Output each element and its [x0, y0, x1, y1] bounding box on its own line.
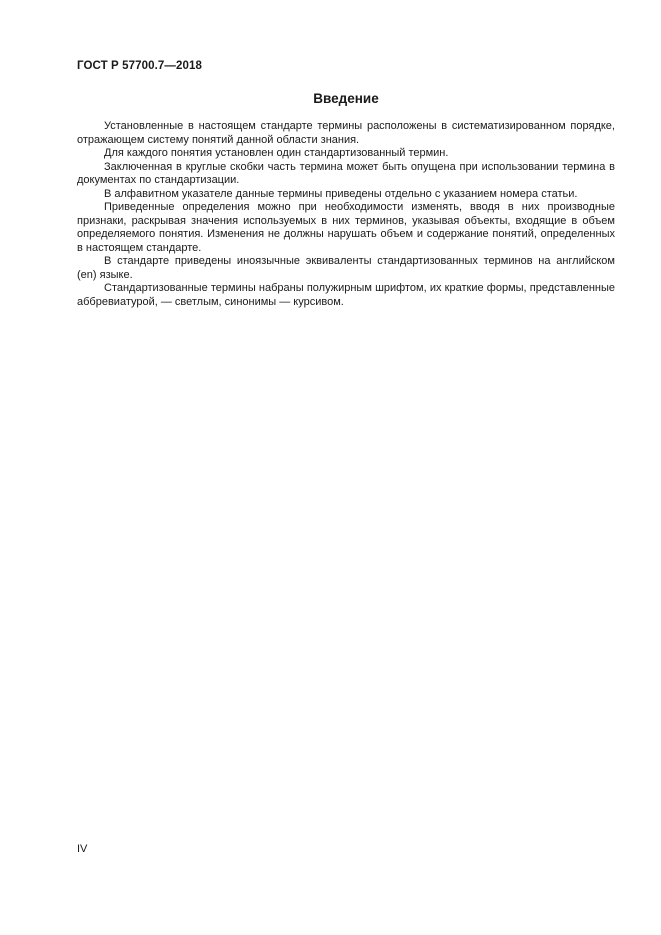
page-number: IV	[77, 843, 88, 855]
paragraph-3: Заключенная в круглые скобки часть термина может быть опущена при использовании термина в документах по стандартизации.	[77, 160, 615, 186]
paragraph-2: Для каждого понятия установлен один стандартизованный термин.	[104, 147, 449, 159]
paragraph-1: Установленные в настоящем стандарте термины расположены в систематизированном порядке, отражающем систему понятий данной области знания.	[77, 120, 615, 146]
body-text	[77, 120, 615, 309]
paragraph-6: В стандарте приведены иноязычные эквиваленты стандартизованных терминов на английском (en) языке.	[77, 255, 615, 281]
paragraph-7: Стандартизованные термины набраны полужирным шрифтом, их краткие формы, представленные аббревиатурой, — светлым, синонимы — курсивом.	[77, 282, 615, 308]
paragraph-4: В алфавитном указателе данные термины приведены отдельно с указанием номера статьи.	[104, 187, 578, 200]
document-header-standard-id: ГОСТ Р 57700.7—2018	[77, 60, 202, 72]
section-title: Введение	[313, 91, 379, 106]
paragraph-5: Приведенные определения можно при необходимости изменять, вводя в них производные признаки, раскрывая значения используемых в них терминов, указывая объекты, входящие в объем определяемого понятия. Изменения не должны нарушать объем и содержание понятий, определенных в настоящем стандарте.	[77, 201, 615, 254]
